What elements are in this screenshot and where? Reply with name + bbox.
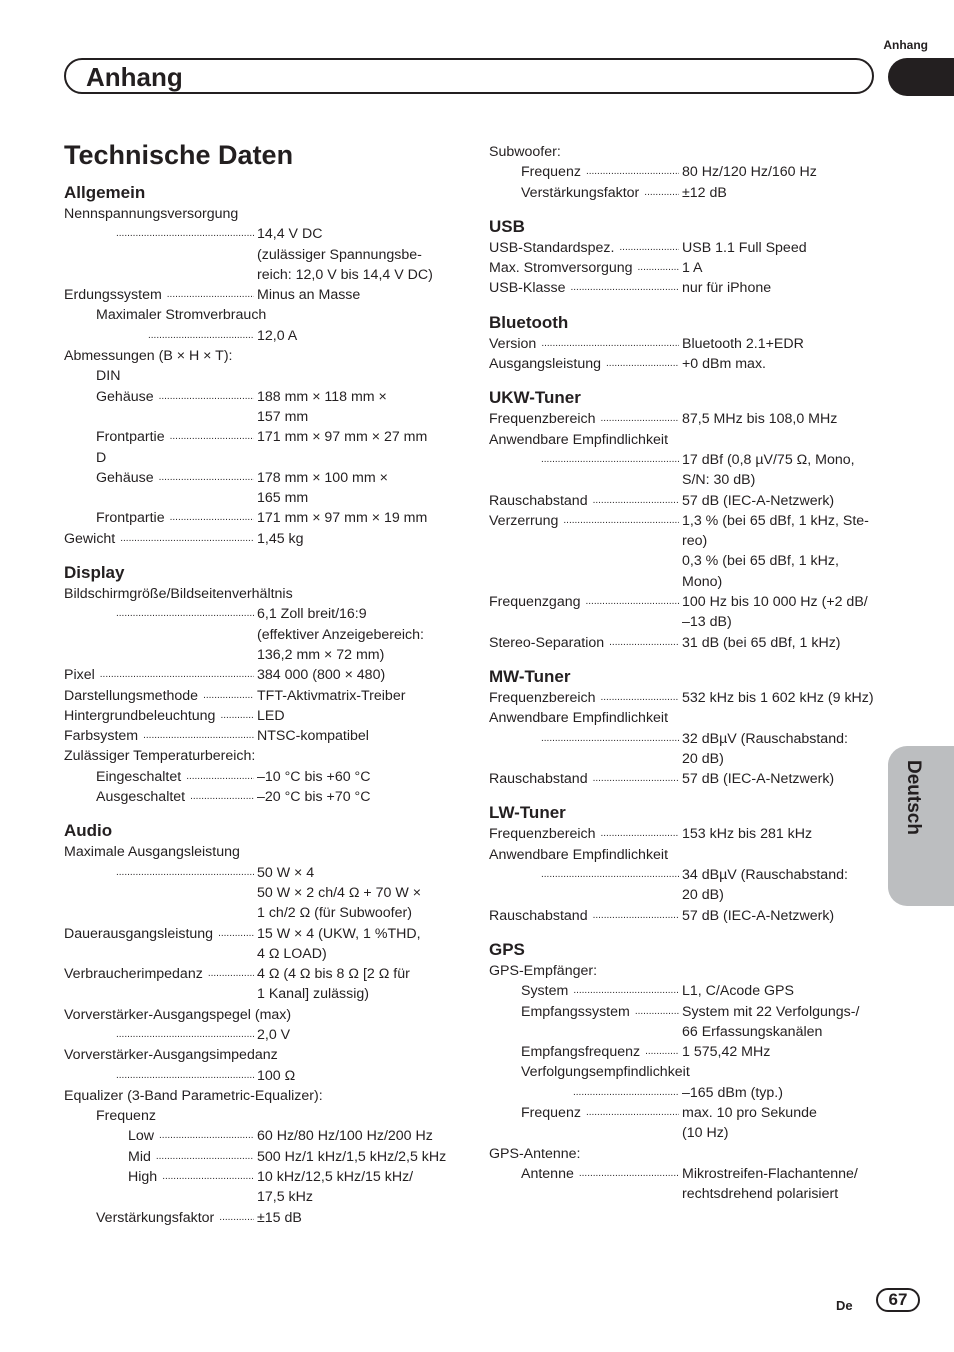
spec-label: Low (128, 1128, 155, 1145)
leader-dots (600, 824, 679, 844)
spec-row (64, 224, 456, 285)
spec-value: LED (257, 707, 285, 724)
spec-text: Frequenz (96, 1108, 156, 1125)
leader-dots (167, 285, 254, 305)
leader-dots (148, 326, 254, 346)
spec-value: 14,4 V DC (zulässiger Spannungsbe- reich: 12,0 V bis 14,4 V DC) (257, 226, 433, 283)
spec-row (64, 1147, 456, 1167)
spec-text: Subwoofer: (489, 144, 561, 160)
spec-label: Gehäuse (96, 388, 154, 405)
spec-row (64, 427, 456, 447)
spec-row (489, 511, 889, 592)
spec-value: 171 mm × 97 mm × 19 mm (257, 510, 428, 527)
section-title: LW-Tuner (489, 803, 566, 823)
spec-row (489, 1083, 889, 1103)
spec-value: 532 kHz bis 1 602 kHz (9 kHz) (682, 689, 874, 706)
spec-row (489, 824, 889, 844)
section-title: Allgemein (64, 183, 146, 202)
spec-section (489, 666, 889, 789)
leader-dots (563, 511, 679, 531)
spec-row (64, 863, 456, 924)
spec-value: –165 dBm (typ.) (682, 1084, 783, 1101)
leader-dots (609, 633, 679, 653)
spec-label: Gewicht (64, 530, 116, 547)
language-tab-label: Deutsch (903, 760, 924, 835)
leader-dots (116, 604, 254, 624)
spec-value: 57 dB (IEC-A-Netzwerk) (682, 907, 835, 924)
spec-row (64, 665, 456, 685)
spec-text: Equalizer (3-Band Parametric-Equalizer): (64, 1087, 323, 1104)
leader-dots (143, 726, 254, 746)
leader-dots (190, 787, 254, 807)
spec-label: Pixel (64, 667, 95, 684)
spec-label: Farbsystem (64, 728, 139, 745)
spec-section (64, 562, 456, 807)
spec-text: Zulässiger Temperaturbereich: (64, 748, 256, 765)
spec-text: Maximale Ausgangsleistung (64, 844, 240, 861)
chapter-tab (888, 58, 954, 96)
spec-text: Bildschirmgröße/Bildseitenverhältnis (64, 586, 293, 603)
leader-dots (606, 354, 679, 374)
footer-language: De (836, 1298, 853, 1313)
leader-dots (219, 1208, 254, 1228)
spec-label: Erdungssystem (64, 287, 162, 304)
spec-label: Frontpartie (96, 510, 165, 527)
leader-dots (159, 1126, 254, 1146)
spec-row (64, 387, 456, 428)
spec-value: 171 mm × 97 mm × 27 mm (257, 429, 428, 446)
leader-dots (573, 1083, 679, 1103)
leader-dots (218, 924, 254, 944)
spec-row (489, 1002, 889, 1043)
spec-row (489, 183, 889, 203)
leader-dots (600, 688, 679, 708)
spec-row (64, 706, 456, 726)
spec-label: Dauerausgangsleistung (64, 925, 214, 942)
spec-section (64, 182, 456, 549)
spec-value: ±15 dB (257, 1209, 302, 1226)
leader-dots (593, 769, 679, 789)
leader-dots (573, 981, 679, 1001)
spec-value: –20 °C bis +70 °C (257, 789, 371, 806)
spec-label: Frequenzgang (489, 594, 581, 611)
page-number: 67 (876, 1288, 920, 1312)
spec-value: TFT-Aktivmatrix-Treiber (257, 687, 406, 704)
right-column (489, 142, 889, 1217)
section-title: USB (489, 216, 525, 236)
spec-row (489, 865, 889, 906)
spec-row (489, 729, 889, 770)
spec-section (489, 216, 889, 299)
spec-label: Frequenz (521, 1104, 581, 1121)
spec-row (489, 354, 889, 374)
spec-label: Frontpartie (96, 429, 165, 446)
spec-value: 100 Hz bis 10 000 Hz (+2 dB/ –13 dB) (682, 594, 868, 631)
chapter-header (64, 58, 874, 94)
spec-value: Mikrostreifen-Flachantenne/ rechtsdrehend polarisiert (682, 1165, 858, 1203)
spec-text: Verfolgungsempfindlichkeit (521, 1064, 690, 1081)
spec-row (489, 633, 889, 653)
spec-value: 12,0 A (257, 327, 298, 344)
spec-section (64, 820, 456, 1228)
spec-value: 153 kHz bis 281 kHz (682, 826, 813, 843)
spec-value: 6,1 Zoll breit/16:9 (effektiver Anzeigebereich: 136,2 mm × 72 mm) (257, 606, 424, 663)
spec-label: Stereo-Separation (489, 634, 605, 651)
spec-label: Gehäuse (96, 469, 154, 486)
spec-text: D (96, 449, 107, 466)
spec-section (489, 802, 889, 925)
spec-value: 188 mm × 118 mm × 157 mm (257, 388, 387, 425)
spec-value: max. 10 pro Sekunde (10 Hz) (682, 1104, 817, 1142)
leader-dots (203, 686, 254, 706)
leader-dots (170, 427, 254, 447)
spec-value: 31 dB (bei 65 dBf, 1 kHz) (682, 634, 841, 651)
spec-row (489, 1103, 889, 1144)
spec-label: Frequenzbereich (489, 826, 596, 843)
leader-dots (220, 706, 254, 726)
leader-dots (638, 258, 679, 278)
spec-row (64, 529, 456, 549)
leader-dots (156, 1147, 254, 1167)
spec-label: Antenne (521, 1165, 574, 1182)
running-header-label: Anhang (883, 38, 928, 52)
spec-label: Version (489, 335, 537, 352)
spec-value: nur für iPhone (682, 280, 772, 297)
spec-row (64, 686, 456, 706)
spec-value: 17 dBf (0,8 µV/75 Ω, Mono, S/N: 30 dB) (682, 451, 855, 489)
spec-row (489, 592, 889, 633)
spec-row (489, 450, 889, 491)
spec-label: Eingeschaltet (96, 768, 182, 785)
leader-dots (600, 409, 679, 429)
spec-row (64, 468, 456, 509)
leader-dots (208, 964, 254, 984)
spec-value: NTSC-kompatibel (257, 728, 369, 745)
leader-dots (170, 508, 254, 528)
spec-section (489, 387, 889, 653)
section-title: UKW-Tuner (489, 388, 581, 408)
spec-row (64, 1208, 456, 1228)
spec-row (64, 285, 456, 305)
section-title: MW-Tuner (489, 666, 571, 686)
spec-row (489, 238, 889, 258)
spec-row (489, 981, 889, 1001)
spec-row (64, 1025, 456, 1045)
spec-row (64, 1167, 456, 1208)
spec-text: Nennspannungsversorgung (64, 206, 239, 222)
spec-label: Verzerrung (489, 512, 559, 529)
spec-value: 60 Hz/80 Hz/100 Hz/200 Hz (257, 1128, 433, 1145)
spec-row (489, 334, 889, 354)
spec-row (489, 1164, 889, 1205)
leader-dots (586, 162, 679, 182)
spec-label: Verbraucherimpedanz (64, 966, 203, 983)
spec-label: Empfangsfrequenz (521, 1044, 641, 1061)
spec-row (64, 767, 456, 787)
spec-row (489, 258, 889, 278)
spec-value: 87,5 MHz bis 108,0 MHz (682, 411, 838, 428)
leader-dots (100, 665, 254, 685)
spec-label: Max. Stromversorgung (489, 260, 633, 277)
spec-label: Empfangssystem (521, 1003, 630, 1020)
spec-value: 1 575,42 MHz (682, 1044, 771, 1061)
spec-label: Verstärkungsfaktor (96, 1209, 215, 1226)
spec-value: +0 dBm max. (682, 356, 766, 373)
spec-text: Abmessungen (B × H × T): (64, 348, 233, 365)
spec-row (64, 726, 456, 746)
spec-value: 4 Ω (4 Ω bis 8 Ω [2 Ω für 1 Kanal] zulässig) (257, 966, 410, 1003)
page-title: Technische Daten (64, 140, 294, 170)
spec-row (64, 508, 456, 528)
spec-value: Bluetooth 2.1+EDR (682, 335, 804, 352)
spec-row (64, 1066, 456, 1086)
spec-value: 57 dB (IEC-A-Netzwerk) (682, 492, 835, 509)
spec-row (489, 162, 889, 182)
leader-dots (541, 865, 679, 885)
spec-text: Anwendbare Empfindlichkeit (489, 431, 669, 448)
section-title: Bluetooth (489, 312, 569, 332)
leader-dots (541, 334, 679, 354)
leader-dots (570, 278, 679, 298)
spec-section (489, 312, 889, 375)
spec-row (489, 688, 889, 708)
spec-text: Vorverstärker-Ausgangspegel (max) (64, 1006, 292, 1023)
spec-label: Rauschabstand (489, 771, 588, 788)
leader-dots (159, 468, 254, 488)
spec-label: Frequenzbereich (489, 689, 596, 706)
leader-dots (579, 1164, 679, 1184)
spec-row (489, 278, 889, 298)
spec-text: Maximaler Stromverbrauch (96, 307, 267, 324)
spec-value: –10 °C bis +60 °C (257, 768, 371, 785)
spec-value: 57 dB (IEC-A-Netzwerk) (682, 771, 835, 788)
spec-value: L1, C/Acode GPS (682, 983, 794, 1000)
spec-text: GPS-Empfänger: (489, 962, 598, 979)
spec-row (64, 924, 456, 965)
spec-label: Mid (128, 1148, 151, 1165)
spec-label: System (521, 983, 569, 1000)
spec-value: 80 Hz/120 Hz/160 Hz (682, 164, 817, 181)
spec-value: 2,0 V (257, 1026, 291, 1043)
spec-label: Rauschabstand (489, 907, 588, 924)
leader-dots (116, 863, 254, 883)
spec-row (64, 964, 456, 1005)
leader-dots (116, 1025, 254, 1045)
spec-label: Rauschabstand (489, 492, 588, 509)
spec-text: Vorverstärker-Ausgangsimpedanz (64, 1047, 278, 1064)
spec-row (64, 787, 456, 807)
leader-dots (120, 529, 254, 549)
leader-dots (159, 387, 254, 407)
spec-label: Darstellungsmethode (64, 687, 199, 704)
spec-label: USB-Standardspez. (489, 239, 615, 256)
spec-row (64, 1126, 456, 1146)
leader-dots (186, 767, 254, 787)
spec-section (489, 142, 889, 203)
spec-value: 178 mm × 100 mm × 165 mm (257, 469, 388, 507)
spec-value: 32 dBµV (Rauschabstand: 20 dB) (682, 730, 848, 767)
spec-value: 1,45 kg (257, 530, 304, 547)
section-title: Audio (64, 821, 113, 841)
spec-value: 10 kHz/12,5 kHz/15 kHz/ 17,5 kHz (257, 1169, 414, 1206)
spec-value: Minus an Masse (257, 287, 361, 304)
leader-dots (541, 450, 679, 470)
spec-value: 384 000 (800 × 480) (257, 667, 386, 684)
spec-row (489, 1042, 889, 1062)
spec-label: Frequenzbereich (489, 411, 596, 428)
spec-row (64, 326, 456, 346)
spec-text: Anwendbare Empfindlichkeit (489, 710, 669, 727)
spec-row (64, 604, 456, 665)
chapter-title: Anhang (86, 62, 183, 92)
spec-text: Anwendbare Empfindlichkeit (489, 846, 669, 863)
spec-label: Verstärkungsfaktor (521, 184, 640, 201)
spec-text: GPS-Antenne: (489, 1145, 581, 1162)
leader-dots (644, 183, 679, 203)
spec-row (489, 769, 889, 789)
leader-dots (586, 1103, 679, 1123)
spec-row (489, 491, 889, 511)
spec-value: 1 A (682, 260, 703, 277)
leader-dots (593, 906, 679, 926)
spec-label: USB-Klasse (489, 280, 566, 297)
spec-label: High (128, 1169, 158, 1186)
spec-text: DIN (96, 368, 121, 385)
spec-value: ±12 dB (682, 184, 727, 201)
leader-dots (541, 729, 679, 749)
leader-dots (586, 592, 680, 612)
spec-row (489, 409, 889, 429)
spec-value: 34 dBµV (Rauschabstand: 20 dB) (682, 867, 848, 904)
spec-row (489, 906, 889, 926)
section-title: GPS (489, 939, 525, 959)
spec-value: 50 W × 4 50 W × 2 ch/4 Ω + 70 W × 1 ch/2 Ω (für Subwoofer) (257, 864, 421, 922)
spec-label: Frequenz (521, 164, 581, 181)
spec-value: 100 Ω (257, 1067, 296, 1084)
spec-label: Hintergrundbeleuchtung (64, 707, 216, 724)
leader-dots (635, 1002, 679, 1022)
leader-dots (162, 1167, 254, 1187)
spec-value: 15 W × 4 (UKW, 1 %THD, 4 Ω LOAD) (257, 925, 421, 962)
left-column (64, 182, 456, 1241)
leader-dots (619, 238, 679, 258)
spec-label: Ausgangsleistung (489, 356, 602, 373)
section-title: Display (64, 563, 125, 583)
spec-value: USB 1.1 Full Speed (682, 239, 807, 256)
leader-dots (116, 224, 254, 244)
leader-dots (116, 1066, 254, 1086)
spec-value: 500 Hz/1 kHz/1,5 kHz/2,5 kHz (257, 1148, 447, 1165)
spec-section (489, 939, 889, 1205)
spec-value: System mit 22 Verfolgungs-/ 66 Erfassungskanälen (682, 1003, 860, 1040)
leader-dots (593, 491, 679, 511)
spec-value: 1,3 % (bei 65 dBf, 1 kHz, Ste- reo) 0,3 % (bei 65 dBf, 1 kHz, Mono) (682, 512, 869, 590)
spec-label: Ausgeschaltet (96, 789, 186, 806)
leader-dots (645, 1042, 679, 1062)
